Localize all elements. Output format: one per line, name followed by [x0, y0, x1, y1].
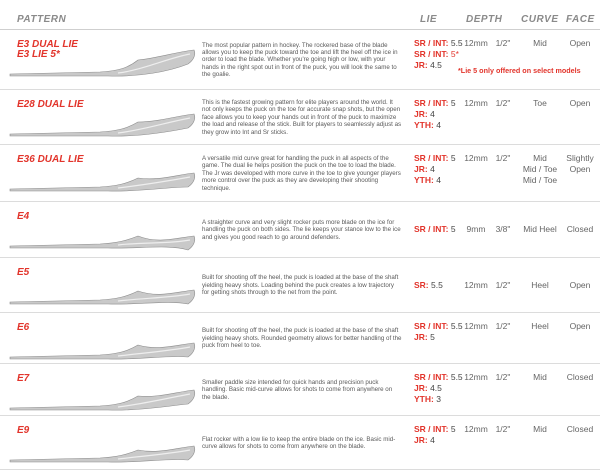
lie-values [414, 153, 456, 186]
depth-inches: 3/8" [495, 224, 511, 234]
lie-line [414, 38, 463, 49]
depth-inches: 1/2" [495, 424, 511, 434]
blade-image [8, 272, 198, 312]
lie-line [414, 120, 456, 131]
lie-value: 4 [433, 175, 441, 185]
face-line: Closed [566, 424, 594, 434]
lie-label: SR / INT: [414, 372, 449, 382]
pattern-name-line: E5 [17, 267, 30, 278]
table-row [0, 313, 600, 364]
table-header [0, 0, 600, 30]
face-values [562, 38, 598, 49]
lie-line [414, 49, 463, 60]
pattern-description: A straighter curve and very slight rocker puts more blade on the ice for handling the puck on both sides. The lie keeps your stance low to the ice and gives you good reach to go around defenders. [202, 218, 401, 241]
face-line: Open [569, 38, 591, 48]
pattern-name-line: E4 [17, 211, 30, 222]
lie-value: 5.5 [448, 38, 463, 48]
pattern-description: The most popular pattern in hockey. The rockered base of the blade allows you to keep the puck toward the toe and lift the heel off the ice in order to load the blade. Whether you're going high or low, with your hands in the right spot out in front of the puck, you will look the same to the goalie. [202, 41, 398, 79]
pattern-name-line: E28 DUAL LIE [17, 99, 84, 110]
curve-line: Toe [533, 98, 547, 108]
depth-mm: 12mm [464, 153, 488, 163]
pattern-name-line: E36 DUAL LIE [17, 154, 84, 165]
lie-label: YTH: [414, 175, 434, 185]
lie-values [414, 280, 443, 291]
lie-line [414, 321, 463, 332]
curve-values [516, 321, 564, 332]
blade-image [8, 104, 198, 144]
pattern-description: Built for shooting off the heel, the puck is loaded at the base of the shaft yielding heavy shots. Loading behind the puck creates a low trajectory for getting shots through to the net from the point. [202, 274, 399, 297]
face-line: Open [569, 321, 591, 331]
pattern-description: Built for shooting off the heel, the puck is loaded at the base of the shaft yielding heavy shots. Rounded geometry allows for better handling of the puck from heel to toe. [202, 327, 402, 350]
lie-line [414, 372, 463, 383]
lie-label: YTH: [414, 394, 434, 404]
depth-inches: 1/2" [495, 98, 511, 108]
header-pattern: PATTERN [17, 14, 67, 25]
lie-value: 5 [448, 153, 456, 163]
face-line: Open [569, 98, 591, 108]
lie-label: SR / INT: [414, 321, 449, 331]
curve-line: Mid [533, 38, 547, 48]
depth-inches: 1/2" [495, 279, 511, 290]
face-values [562, 372, 598, 383]
lie-value: 4.5 [427, 383, 442, 393]
lie-line [414, 164, 456, 175]
curve-values [516, 280, 564, 291]
curve-line: Mid [533, 153, 547, 163]
face-line: Closed [566, 224, 594, 234]
lie-label: SR / INT: [414, 98, 449, 108]
face-line: Slightly [566, 153, 594, 163]
lie-label: YTH: [414, 120, 434, 130]
lie-line [414, 280, 443, 291]
table-row [0, 90, 600, 145]
curve-values [516, 98, 564, 109]
depth-inches: 1/2" [495, 38, 511, 48]
blade-image [8, 216, 198, 256]
face-values [562, 321, 598, 332]
lie-values [414, 321, 463, 343]
lie-line [414, 424, 456, 435]
lie-values [414, 424, 456, 446]
pattern-description: Flat rocker with a low lie to keep the entire blade on the ice. Basic mid-curve allows for shots to come from anywhere on the blade. [202, 435, 396, 450]
lie-value: 3 [433, 394, 441, 404]
lie-line [414, 394, 463, 405]
header-depth: DEPTH [466, 14, 503, 25]
lie-line [414, 175, 456, 186]
curve-values [516, 38, 564, 49]
lie-value: 5* [448, 49, 459, 59]
face-line: Open [569, 279, 591, 290]
lie-values [414, 372, 463, 405]
curve-line: Mid [533, 424, 547, 434]
pattern-description: This is the fastest growing pattern for elite players around the world. It not only keeps the puck on the toe for accurate snap shots, but the open face allows you to keep your hands out in front of the puck to maximize the load and release of the stick. Built for players to seamlessly adjust as they grow into Int and Sr sticks. [202, 99, 402, 136]
lie-value: 5 [448, 424, 456, 434]
lie-values [414, 98, 456, 131]
blade-image [8, 44, 198, 84]
lie-label: SR / INT: [414, 38, 449, 48]
pattern-name-line: E7 [17, 373, 30, 384]
lie-value: 5.5 [448, 321, 463, 331]
curve-line: Heel [531, 279, 549, 290]
curve-values [516, 372, 564, 383]
depth-inches: 1/2" [495, 321, 511, 331]
table-row [0, 258, 600, 313]
curve-line: Mid [533, 372, 547, 382]
lie-value: 4 [427, 435, 435, 445]
curve-line: Mid Heel [523, 224, 557, 234]
lie-label: JR: [414, 383, 428, 393]
header-face: FACE [566, 14, 595, 25]
table-row [0, 145, 600, 202]
curve-values [516, 224, 564, 235]
lie-line [414, 98, 456, 109]
lie-label: SR: [414, 279, 429, 290]
curve-line: Heel [531, 321, 549, 331]
face-line: Closed [566, 372, 594, 382]
lie-line [414, 153, 456, 164]
lie-label: SR / INT: [414, 153, 449, 163]
pattern-name-line: E3 LIE 5* [17, 49, 60, 60]
lie-value: 5 [427, 332, 435, 342]
curve-values [516, 424, 564, 435]
header-lie: LIE [420, 14, 438, 25]
curve-line: Mid / Toe [522, 175, 558, 185]
blade-image [8, 378, 198, 418]
pattern-description: Smaller paddle size intended for quick hands and precision puck handling. Basic mid-curve allows for shots to come from anywhere on the blade. [202, 378, 393, 401]
blade-image [8, 159, 198, 199]
depth-mm: 9mm [466, 224, 486, 234]
depth-mm: 12mm [464, 38, 488, 48]
depth-mm: 12mm [464, 424, 488, 434]
lie-line [414, 435, 456, 446]
pattern-description: A versatile mid curve great for handling the puck in all aspects of the game. The dual lie helps position the puck on the toe to load the blade. The Jr was developed with more curve in the toe to give younger players more control over the puck as they are developing their shooting technique. [202, 155, 401, 192]
lie-label: SR / INT: [414, 49, 449, 59]
lie-label: JR: [414, 109, 428, 119]
blade-image [8, 430, 198, 470]
lie-value: 5.5 [448, 372, 463, 382]
curve-line: Mid / Toe [522, 164, 558, 174]
depth-mm: 12mm [464, 372, 488, 382]
depth-mm: 12mm [464, 98, 488, 108]
lie-line [414, 224, 456, 235]
lie-value: 5 [448, 98, 456, 108]
pattern-name-line: E3 DUAL LIE [17, 39, 78, 50]
face-values [562, 153, 598, 175]
table-row [0, 30, 600, 90]
face-line: Open [569, 164, 591, 174]
lie-label: JR: [414, 332, 428, 342]
lie-line [414, 60, 463, 71]
lie-value: 5 [448, 224, 456, 234]
blade-image [8, 327, 198, 367]
table-row [0, 202, 600, 258]
lie-label: JR: [414, 435, 428, 445]
lie-label: JR: [414, 60, 428, 70]
lie-value: 4 [433, 120, 441, 130]
curve-values [516, 153, 564, 186]
depth-mm: 12mm [464, 321, 488, 331]
depth-mm: 12mm [464, 279, 488, 290]
pattern-name-line: E9 [17, 425, 30, 436]
face-values [562, 224, 598, 235]
lie-values [414, 224, 456, 235]
lie-label: SR / INT: [414, 424, 449, 434]
face-values [562, 424, 598, 435]
lie-value: 4 [427, 164, 435, 174]
table-row [0, 364, 600, 416]
depth-inches: 1/2" [495, 372, 511, 382]
lie-value: 4 [427, 109, 435, 119]
header-curve: CURVE [521, 14, 559, 25]
depth-inches: 1/2" [495, 153, 511, 163]
lie-label: SR / INT: [414, 224, 449, 234]
lie-value: 5.5 [428, 279, 443, 290]
lie-line [414, 332, 463, 343]
face-values [562, 280, 598, 291]
face-values [562, 98, 598, 109]
lie-line [414, 383, 463, 394]
lie-value: 4.5 [427, 60, 442, 70]
lie-values [414, 38, 463, 71]
lie-line [414, 109, 456, 120]
lie-note: *Lie 5 only offered on select models [458, 66, 581, 75]
table-row [0, 416, 600, 470]
pattern-name-line: E6 [17, 322, 30, 333]
lie-label: JR: [414, 164, 428, 174]
